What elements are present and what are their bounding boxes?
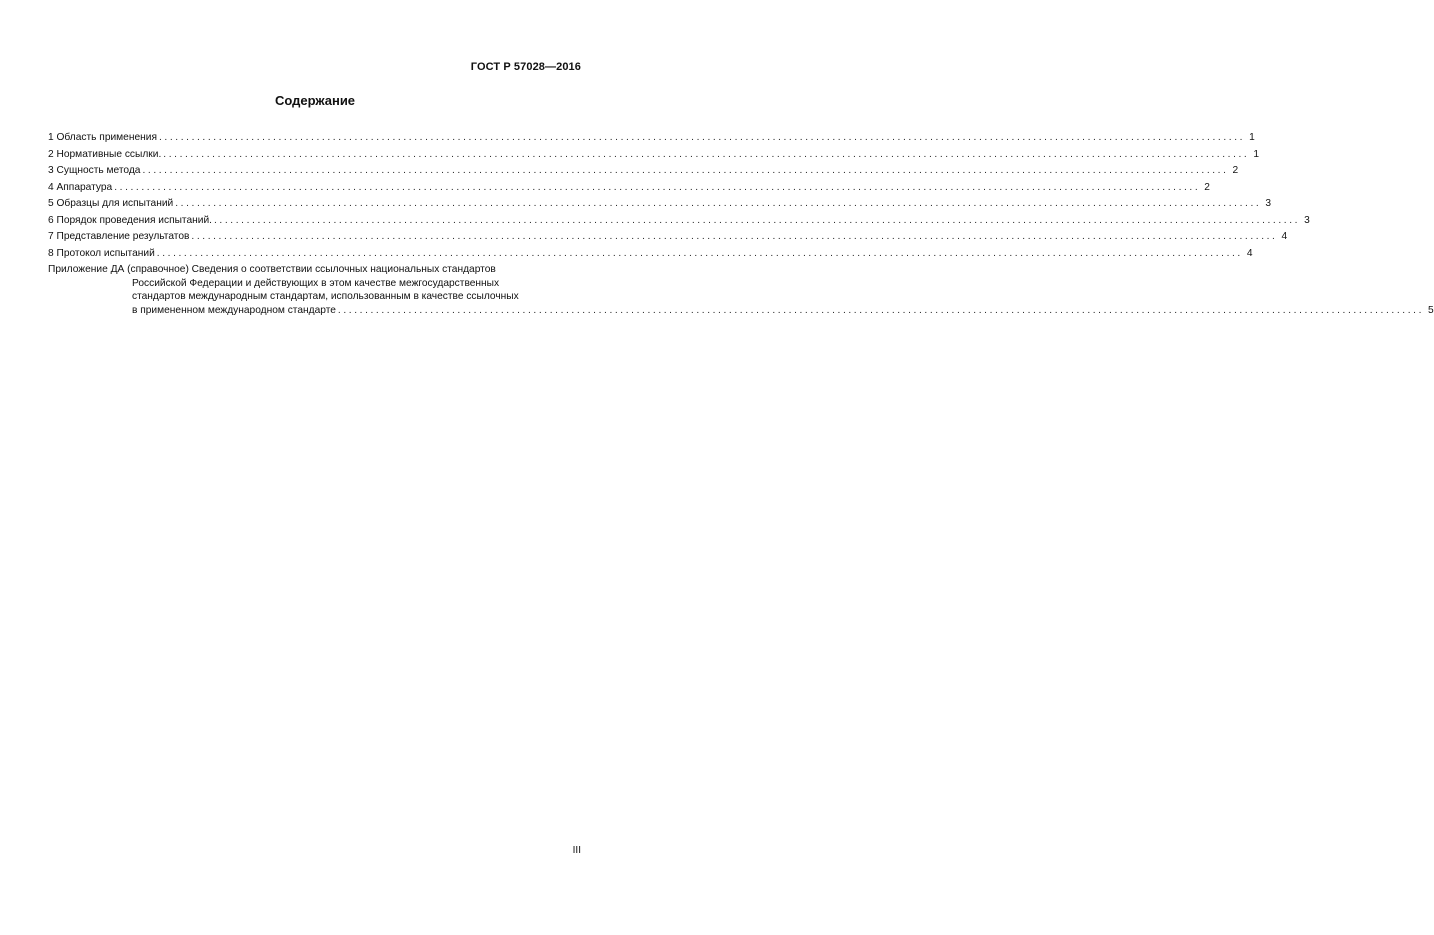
toc-entry[interactable]: [48, 130, 1255, 147]
toc-entry[interactable]: [48, 213, 1310, 230]
toc-entry-label: 4 Аппаратура: [48, 181, 113, 193]
dot-leader: ........................................................................................................................................................................................................: [191, 231, 1278, 242]
appendix-line: в примененном международном стандарте: [132, 304, 336, 316]
toc-entry-page: 2: [1232, 165, 1239, 176]
toc-entry[interactable]: [48, 147, 1260, 164]
toc-entry-page: 3: [1304, 214, 1310, 226]
toc-title: Содержание: [274, 93, 356, 108]
toc-entry-page: 1: [1253, 148, 1260, 160]
toc-entry[interactable]: [48, 246, 1253, 263]
toc-entry-label: 1 Область применения: [48, 132, 157, 143]
page-number: III: [572, 845, 581, 856]
dot-leader: ........................................................................................................................................................................................................: [114, 181, 1201, 193]
toc-entry-label: 6 Порядок проведения испытаний.: [48, 214, 212, 226]
toc-entry[interactable]: [48, 196, 1271, 213]
toc-entry[interactable]: [48, 180, 1210, 197]
toc-entry-page: 2: [1204, 181, 1210, 193]
toc-entry[interactable]: [48, 163, 1239, 180]
toc-appendix-entry[interactable]: [48, 263, 1434, 317]
dot-leader: ........................................................................................................................................................................................................: [156, 247, 1243, 259]
toc-entry-label: 8 Протокол испытаний: [48, 247, 155, 259]
dot-leader: ........................................................................................................................................................................................................: [175, 198, 1262, 209]
dot-leader: ........................................................................................................................................................................................................: [142, 165, 1229, 176]
toc-entry-page: 4: [1281, 231, 1288, 242]
toc-entry-label: 3 Сущность метода: [48, 165, 141, 176]
appendix-line: Приложение ДА (справочное) Сведения о соответствии ссылочных национальных стандартов: [48, 264, 496, 275]
dot-leader: ........................................................................................................................................................................................................: [214, 214, 1301, 226]
dot-leader: ........................................................................................................................................................................................................: [163, 148, 1250, 160]
toc-entry-page: 4: [1246, 247, 1253, 259]
toc-entry[interactable]: [48, 229, 1288, 246]
appendix-last-line: [48, 304, 1434, 318]
document-code: ГОСТ Р 57028—2016: [470, 61, 581, 73]
appendix-line: стандартов международным стандартам, использованным в качестве ссылочных: [132, 291, 519, 302]
table-of-contents: [48, 130, 1434, 317]
toc-entry-page: 1: [1249, 132, 1255, 143]
toc-entry-page: 3: [1265, 198, 1271, 209]
toc-entry-label: 5 Образцы для испытаний: [48, 198, 174, 209]
dot-leader: ........................................................................................................................................................................................................: [337, 304, 1425, 316]
toc-entry-label: 2 Нормативные ссылки.: [48, 148, 162, 160]
appendix-line: Российской Федерации и действующих в этом качестве межгосударственных: [132, 277, 500, 289]
dot-leader: ........................................................................................................................................................................................................: [158, 132, 1246, 143]
toc-entry-label: 7 Представление результатов: [48, 231, 190, 242]
toc-entry-page: 5: [1428, 304, 1434, 316]
